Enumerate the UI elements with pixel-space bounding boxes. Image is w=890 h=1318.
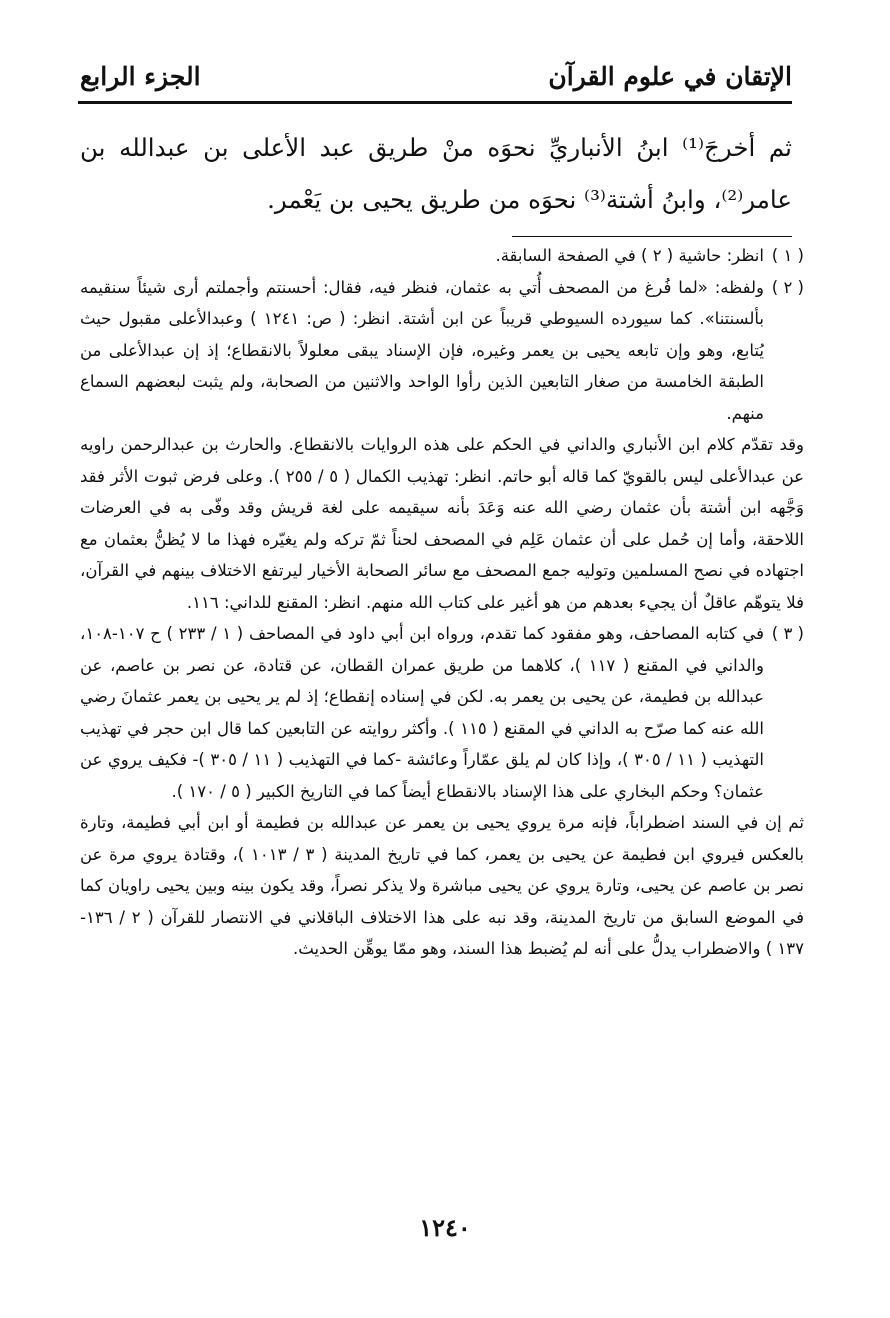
main-text — [80, 122, 792, 226]
footnote-text: في كتابه المصاحف، وهو مفقود كما تقدم، ورواه ابن أبي داود في المصاحف ( ١ / ٢٣٣ ) ح ١٠٧-١٠٨، والداني في المقنع ( ١١٧ )، كلاهما من طريق عمران القطان، عن قتادة، عن نصر بن عاصم، عن عبدالله بن فطيمة، عن يحيى بن يعمر به. لكن في إسناده إنقطاع؛ إذ لم ير يحيى بن يعمر عثمانَ رضي الله عنه كما صرّح به الداني في المقنع ( ١١٥ ). وأكثر روايته عن التابعين كما قال ابن حجر في تهذيب التهذيب ( ١١ / ٣٠٥ )، وإذا كان لم يلق عمّاراً وعائشة -كما في التهذيب ( ١١ / ٣٠٥ )- فكيف يروي عن عثمان؟ وحكم البخاري على هذا الإسناد بالانقطاع أيضاً كما في التاريخ الكبير ( ٥ / ١٧٠ ). — [80, 624, 765, 801]
footnote-text: ولفظه: «لما فُرغ من المصحف أُتي به عثمان، فنظر فيه، فقال: أحسنتم وأجملتم أرى شيئاً سنقيمه بألسنتنا». كما سيورده السيوطي قريباً عن ابن أشتة. انظر: ( ص: ١٢٤١ ) وعبدالأعلى مقبول حيث يُتابع، وهو وإن تابعه يحيى بن يعمر وغيره، فإن الإسناد يبقى معلولاً بالانقطاع؛ إذ إن عبدالأعلى من الطبقة الخامسة من صغار التابعين الذين رأوا الواحد والاثنين من الصحابة، ولم يثبت لبعضهم السماع منهم. — [80, 277, 764, 423]
running-header — [80, 54, 792, 94]
footnote-number: ( ٢ ) — [771, 277, 804, 297]
footnote-text: انظر: حاشية ( ٢ ) في الصفحة السابقة. — [495, 246, 764, 265]
book-title: الإتقان في علوم القرآن — [548, 62, 792, 91]
footnote-separator — [512, 236, 792, 237]
footnote-3-continuation: ثم إن في السند اضطراباً، فإنه مرة يروي يحيى بن يعمر عن عبدالله بن فطيمة أو ابن أبي فطيمة، وتارة بالعكس فيروي ابن فطيمة عن يحيى بن يعمر، كما في تاريخ المدينة ( ٣ / ١٠١٣ )، وقتادة يروي مرة عن نصر بن عاصم عن يحيى، وتارة يروي عن يحيى مباشرة ولا يذكر نصراً، وقد يكون بينه وبين يحيى راويان كما في الموضع السابق من تاريخ المدينة، وقد نبه على هذا الاختلاف الباقلاني في الانتصار للقرآن ( ٢ / ١٣٦- ١٣٧ ) والاضطراب يدلُّ على أنه لم يُضبط هذا السند، وهو ممّا يوهِّن الحديث. — [80, 813, 804, 958]
footnote-number: ( ٣ ) — [771, 624, 804, 643]
footnote-2 — [80, 272, 804, 430]
footnotes — [80, 240, 804, 965]
footnote-1 — [80, 240, 804, 272]
main-paragraph: ثم أخرجَ⁽¹⁾ ابنُ الأنباريِّ نحوَه منْ طريق عبد الأعلى بن عبدالله بن عامر⁽²⁾، وابنُ أشتة⁽³⁾ نحوَه من طريق يحيى بن يَعْمر. — [80, 133, 793, 214]
header-rule — [78, 101, 792, 104]
footnote-3 — [80, 618, 804, 807]
footnote-number: ( ١ ) — [771, 246, 804, 265]
page-number: ١٢٤٠ — [419, 1213, 471, 1242]
footnote-2-continuation: وقد تقدّم كلام ابن الأنباري والداني في الحكم على هذه الروايات بالانقطاع. والحارث بن عبدالرحمن راويه عن عبدالأعلى ليس بالقويّ كما قاله أبو حاتم. انظر: تهذيب الكمال ( ٥ / ٢٥٥ ). وعلى فرض ثبوت الأثر فقد وَجَّهه ابن أشتة بأن عثمان رضي الله عنه وَعَدَ بأنه سيقيمه على لغة قريش وقد وفّى به في العرضات اللاحقة، وأما إن حُمل على أن عثمان عَلِم في المصحف لحناً ثمّ تركه ولم يغيّره فهذا ما لا يُظنُّ بعثمان مع اجتهاده في نصح المسلمين وتوليه جمع المصحف مع سائر الصحابة الأخيار ليرتفع الاختلاف بينهم في القرآن، فلا يتوهّم عاقلٌ أن يجيء بعدهم من هو أغير على كتاب الله منهم. انظر: المقنع للداني: ١١٦. — [80, 435, 804, 612]
volume-label: الجزء الرابع — [80, 62, 201, 91]
